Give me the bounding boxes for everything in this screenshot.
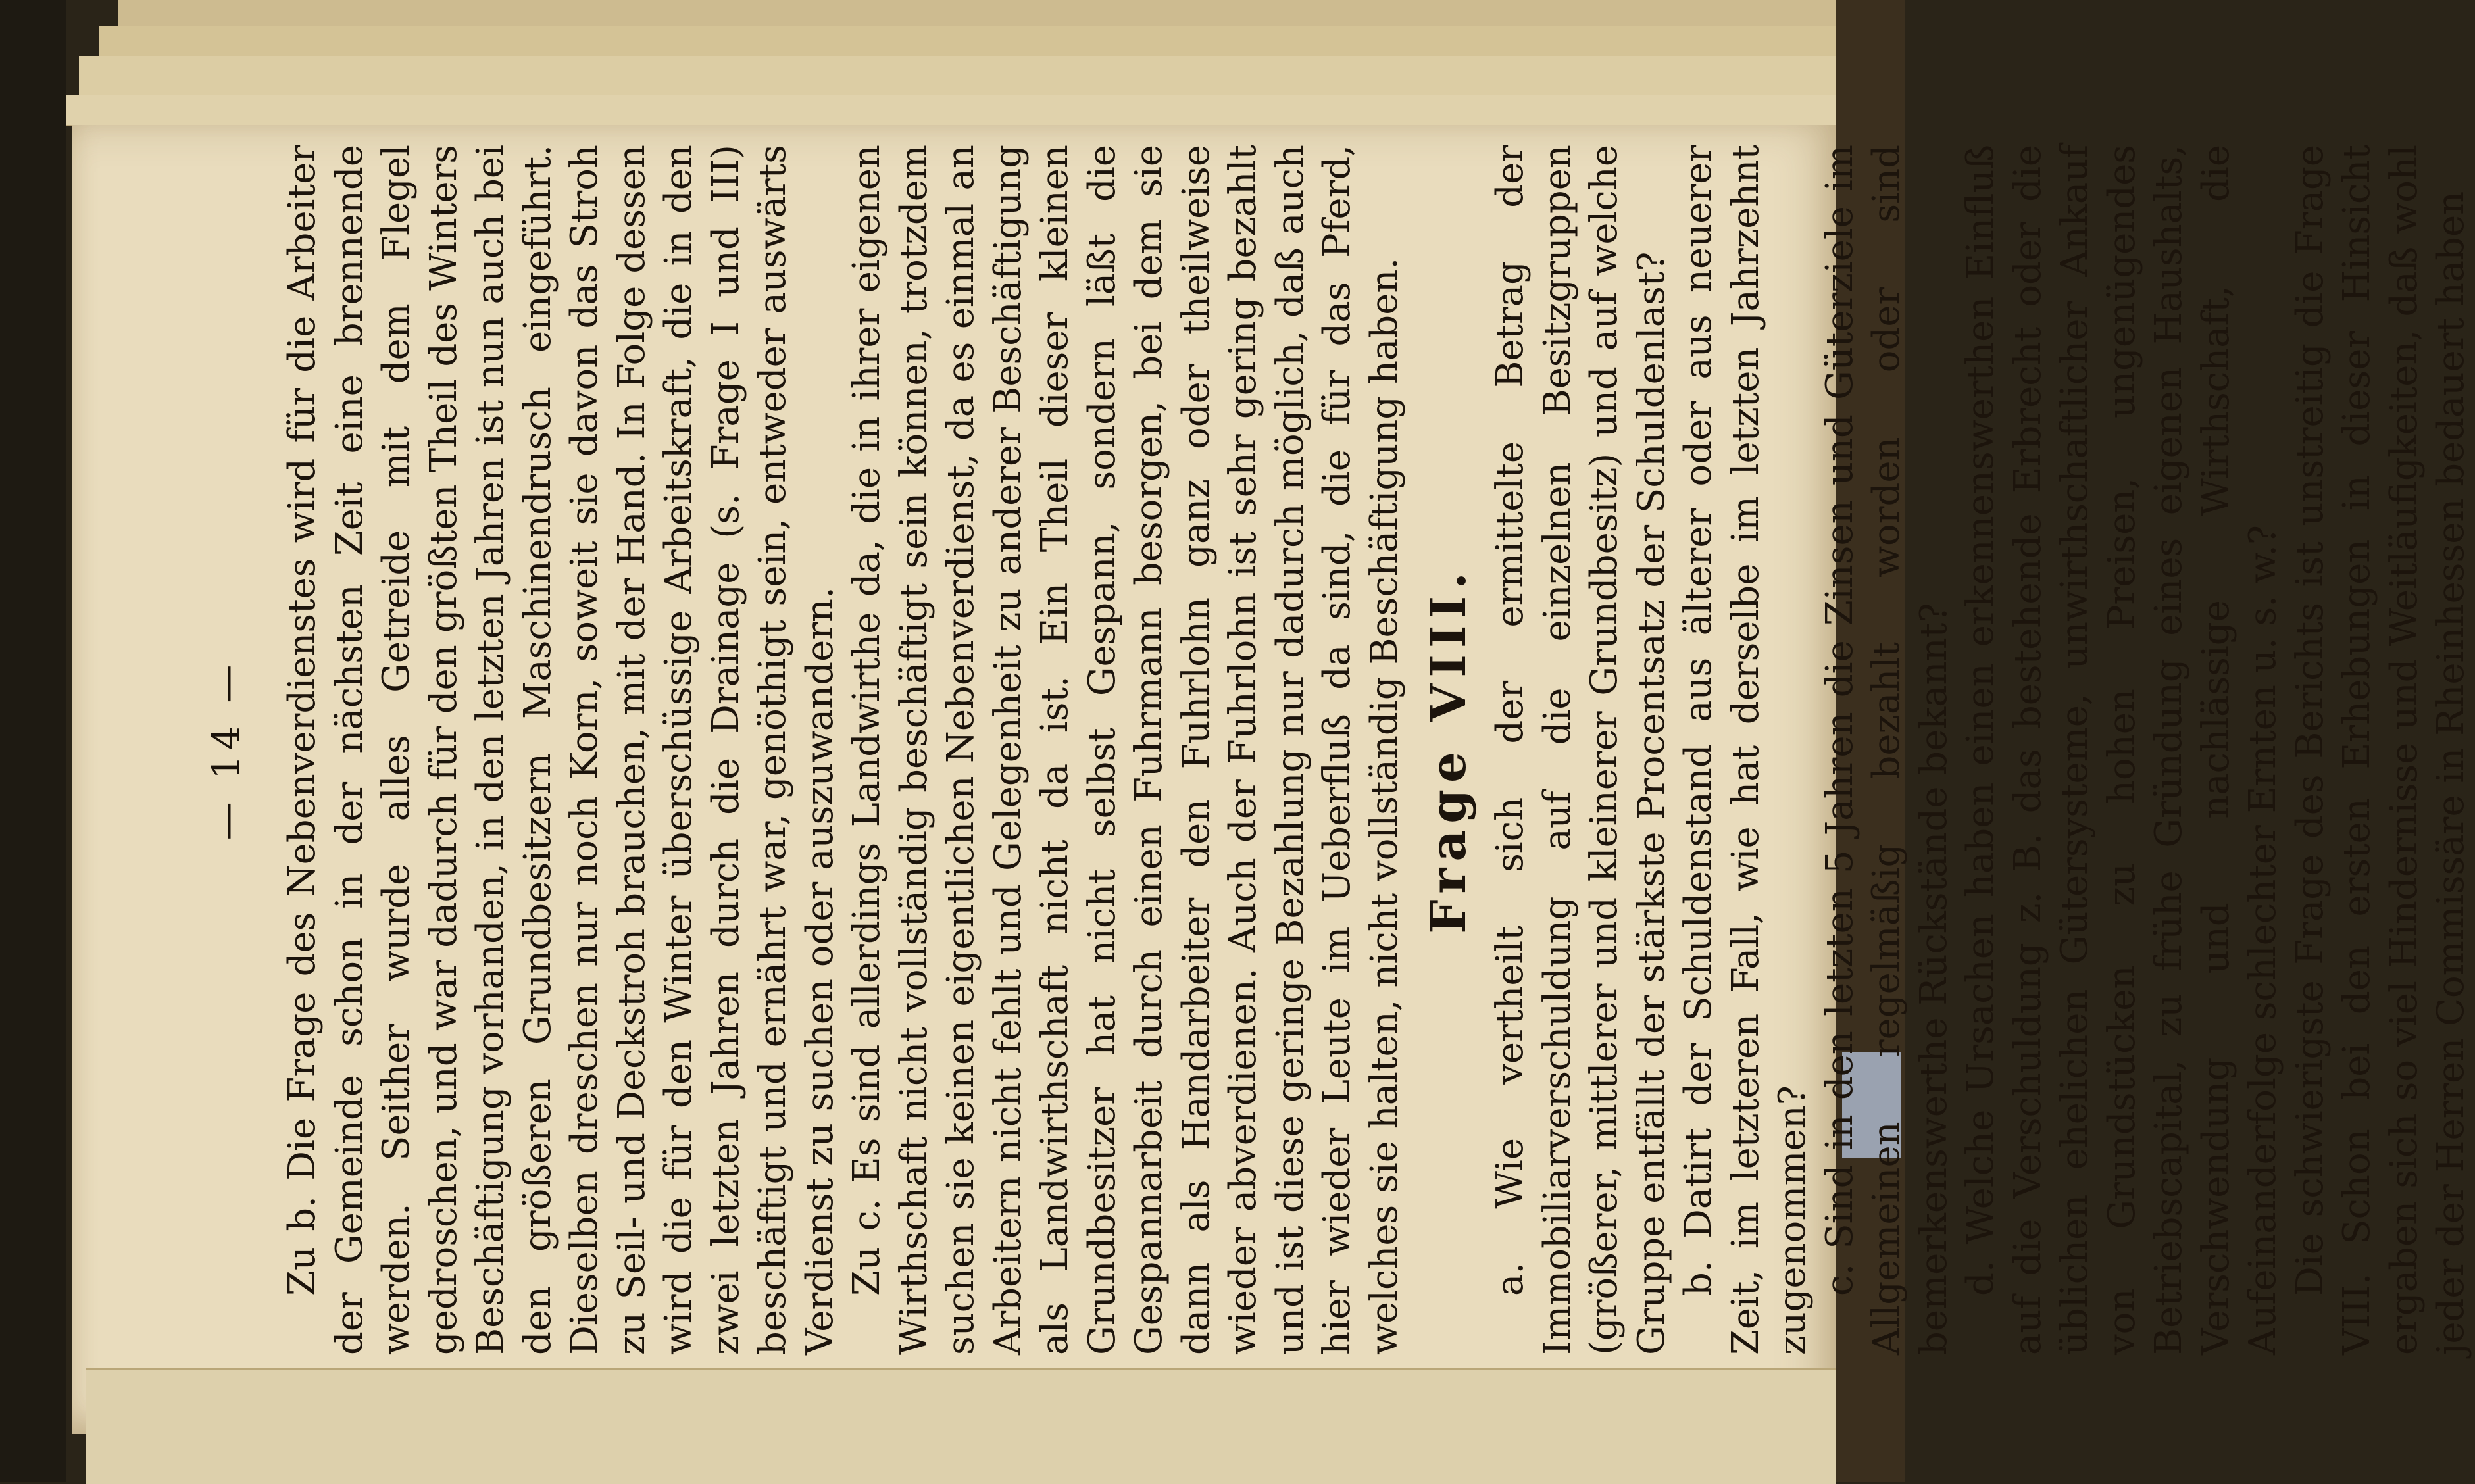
page-edge — [99, 26, 1862, 57]
paragraph-bericht: Die schwierigste Frage des Berichts ist unstreitig die Frage VIII. Schon bei den ersten Erhebungen in dieser Hinsicht ergaben sich so viel Hindernisse und Weitläufigkeiten, daß wohl jeder der Herren Commissäre in Rheinhessen bedauert haben — [2288, 145, 2472, 1355]
question-c: c. Sind in den letzten 5 Jahren die Zinsen und Güterziele im Allgemeinen regelmäßig bezahlt worden oder sind bemerkenswerthe Rückstände bekannt? — [1818, 145, 1955, 1355]
page-number: — 14 — — [204, 659, 249, 841]
question-b: b. Datirt der Schuldenstand aus älterer oder aus neuerer Zeit, im letzteren Fall, wie hat derselbe im letzten Jahrzehnt zugenommen? — [1677, 145, 1814, 1355]
page-edge — [79, 56, 1855, 97]
section-heading: Frage VIII. — [1420, 566, 1477, 934]
page-edge — [118, 0, 1855, 28]
next-page-sliver — [86, 1368, 1836, 1484]
paragraph-zu-b: Zu b. Die Frage des Nebenverdienstes wird für die Arbeiter der Gemeinde schon in der nächsten Zeit eine brennende werden. Seither wurde alles Getreide mit dem Flegel gedroschen, und war dadurch für den größten Theil des Winters Beschäftigung vorhanden, in den letzten Jahren ist nun auch bei den größeren Grundbesitzern Maschinendrusch eingeführt. Dieselben dreschen nur noch Korn, soweit sie davon das Stroh zu Seil- und Deckstroh brauchen, mit der Hand. In Folge dessen wird die für den Winter überschüssige Arbeitskraft, die in den zwei letzten Jahren durch die Drainage (s. Frage I und III) beschäftigt und ernährt war, genöthigt sein, entweder auswärts Verdienst zu suchen oder auszuwandern. — [281, 145, 841, 1355]
question-d: d. Welche Ursachen haben einen erkennenswerthen Einfluß auf die Verschuldung z. B. das bestehende Erbrecht oder die üblichen ehelichen Gütersysteme, unwirthschaftlicher Ankauf von Grundstücken zu hohen Preisen, ungenügendes Betriebscapital, zu frühe Gründung eines eigenen Haushalts, Verschwendung und nachlässige Wirthschaft, die Aufeinanderfolge schlechter Ernten u. s. w.? — [1959, 145, 2284, 1355]
book-spine-shadow — [0, 0, 66, 1482]
page-edge — [66, 95, 1855, 126]
page-text-block — [204, 145, 2472, 1355]
paragraph-zu-c: Zu c. Es sind allerdings Landwirthe da, die in ihrer eigenen Wirthschaft nicht vollständig beschäftigt sein können, trotzdem suchen sie keinen eigentlichen Nebenverdienst, da es einmal an Arbeitern nicht fehlt und Gelegenheit zu anderer Beschäftigung als Landwirthschaft nicht da ist. Ein Theil dieser kleinen Grundbesitzer hat nicht selbst Gespann, sondern läßt die Gespannarbeit durch einen Fuhrmann besorgen, bei dem sie dann als Handarbeiter den Fuhrlohn ganz oder theilweise wieder abverdienen. Auch der Fuhrlohn ist sehr gering bezahlt und ist diese geringe Bezahlung nur dadurch möglich, daß auch hier wieder Leute im Ueberfluß da sind, die für das Pferd, welches sie halten, nicht vollständig Beschäftigung haben. — [845, 145, 1406, 1355]
question-a: a. Wie vertheilt sich der ermittelte Betrag der Immobiliarverschuldung auf die einzelnen Besitzgruppen (größerer, mittlerer und kleinerer Grundbesitz) und auf welche Gruppe entfällt der stärkste Procentsatz der Schuldenlast? — [1489, 145, 1673, 1355]
